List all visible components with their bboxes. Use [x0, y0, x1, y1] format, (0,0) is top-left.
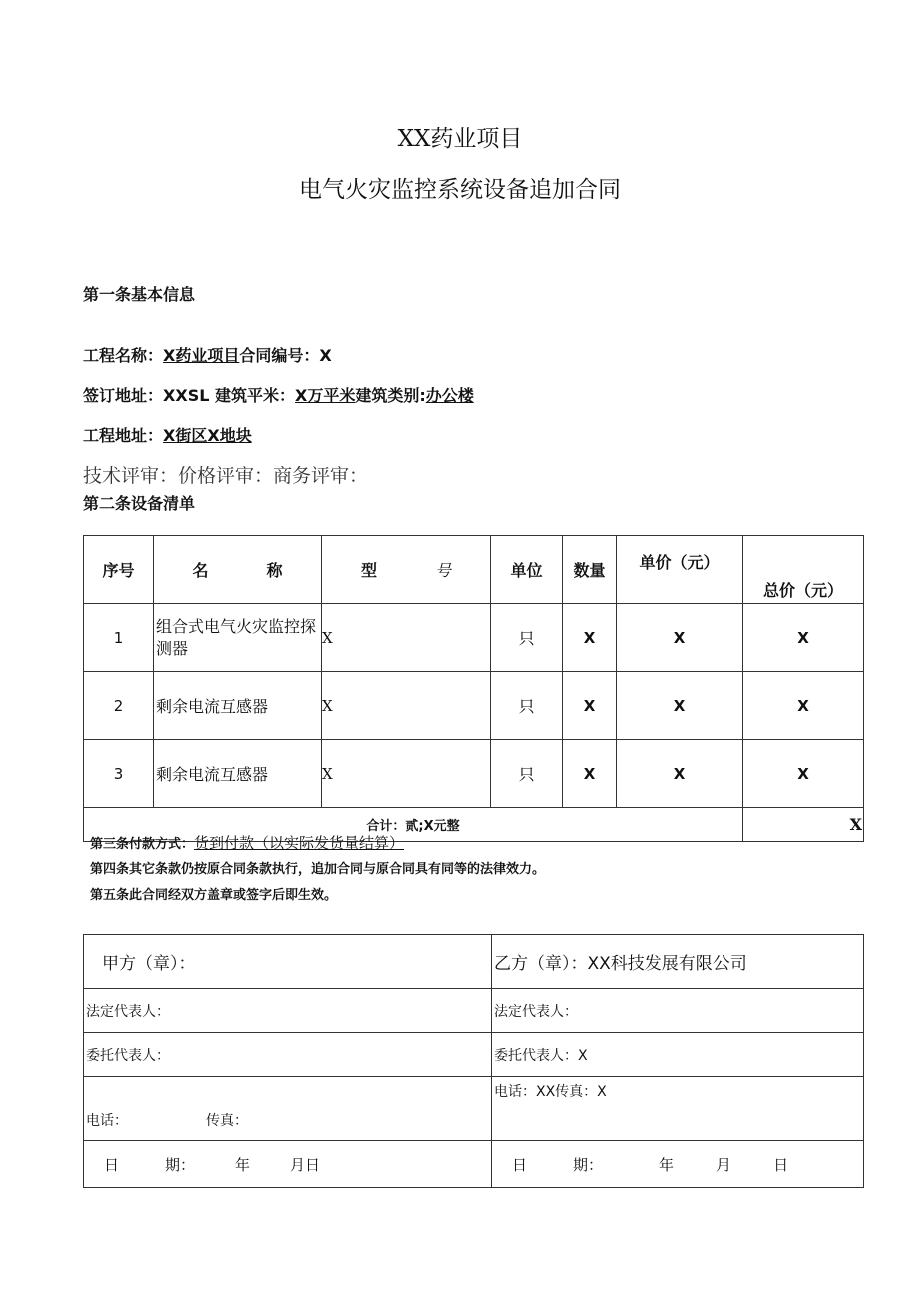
building-type-value: 办公楼 — [425, 386, 474, 405]
legal-rep-b: 法定代表人： — [492, 989, 864, 1033]
area-value: X万平米 — [295, 386, 356, 405]
date-b: 日 期： 年 月 日 — [492, 1141, 864, 1188]
phone-fax-b: 电话：XX传真：X — [492, 1077, 864, 1141]
row-unit-price: X — [617, 672, 743, 740]
phone-fax-a — [84, 1077, 492, 1141]
building-type-label: 建筑类别: — [355, 386, 426, 405]
row-total: X — [743, 740, 864, 808]
signature-table — [83, 934, 864, 1188]
row-no: 2 — [84, 672, 154, 740]
legal-rep-a: 法定代表人： — [84, 989, 492, 1033]
article3-value: 货到付款（以实际发货量结算） — [194, 834, 405, 852]
row-name: 剩余电流互感器 — [154, 740, 322, 808]
table-row — [84, 672, 864, 740]
party-a: 甲方（章）： — [84, 935, 492, 989]
col-model-header: 型 号 — [322, 536, 491, 604]
col-no-header: 序号 — [84, 536, 154, 604]
row-name: 组合式电气火灾监控探测器 — [154, 604, 322, 672]
col-qty-header: 数量 — [563, 536, 617, 604]
equipment-table — [83, 535, 864, 842]
contract-no-value: X — [319, 346, 332, 365]
area-label: 建筑平米： — [214, 386, 295, 405]
project-info-line — [83, 343, 332, 366]
sum-value: X — [743, 808, 864, 842]
row-no: 1 — [84, 604, 154, 672]
sign-place-label: 签订地址： — [83, 386, 164, 405]
agent-a: 委托代表人： — [84, 1033, 492, 1077]
article5-line: 第五条此合同经双方盖章或签字后即生效。 — [90, 888, 338, 903]
review-line: 技术评审：价格评审：商务评审： — [83, 465, 369, 487]
row-qty: X — [563, 604, 617, 672]
site-value: X街区X地块 — [163, 426, 252, 445]
document-title-line2: 电气火灾监控系统设备追加合同 — [299, 177, 621, 203]
row-qty: X — [563, 740, 617, 808]
article1-heading: 第一条基本信息 — [83, 285, 196, 304]
agent-b: 委托代表人：X — [492, 1033, 864, 1077]
article3-label: 第三条付款方式： — [90, 837, 195, 852]
row-unit-price: X — [617, 604, 743, 672]
contract-no-label: 合同编号： — [239, 346, 320, 365]
article3-line — [90, 832, 404, 853]
table-row — [84, 604, 864, 672]
row-name: 剩余电流互感器 — [154, 672, 322, 740]
party-b: 乙方（章）：XX科技发展有限公司 — [492, 935, 864, 989]
document-title-line1: XX药业项目 — [397, 126, 523, 152]
row-unit: 只 — [491, 740, 563, 808]
site-label: 工程地址： — [83, 426, 164, 445]
col-total-header: 总价（元） — [743, 536, 864, 604]
article4-line: 第四条其它条款仍按原合同条款执行，追加合同与原合同具有同等的法律效力。 — [90, 862, 546, 877]
project-name-label: 工程名称： — [83, 346, 164, 365]
row-unit: 只 — [491, 604, 563, 672]
article2-heading: 第二条设备清单 — [83, 494, 196, 513]
table-row — [84, 740, 864, 808]
table-header-row — [84, 536, 864, 604]
row-model: X — [322, 604, 491, 672]
row-unit-price: X — [617, 740, 743, 808]
project-name-value: X药业项目 — [163, 346, 240, 365]
row-no: 3 — [84, 740, 154, 808]
row-total: X — [743, 604, 864, 672]
row-qty: X — [563, 672, 617, 740]
row-model: X — [322, 672, 491, 740]
sum-label: 合计：贰;X元整 — [84, 808, 743, 842]
row-model: X — [322, 740, 491, 808]
fax-a-label: 传真： — [206, 1113, 248, 1129]
phone-a-label: 电话： — [86, 1113, 128, 1129]
sign-place-value: XXSL — [163, 386, 210, 405]
col-name-header: 名 称 — [154, 536, 322, 604]
col-unit-header: 单位 — [491, 536, 563, 604]
row-unit: 只 — [491, 672, 563, 740]
col-unit-price-header: 单价（元） — [617, 536, 743, 604]
date-a: 日 期： 年 月日 — [84, 1141, 492, 1188]
row-total: X — [743, 672, 864, 740]
site-line — [83, 423, 252, 446]
sign-place-line — [83, 383, 474, 406]
